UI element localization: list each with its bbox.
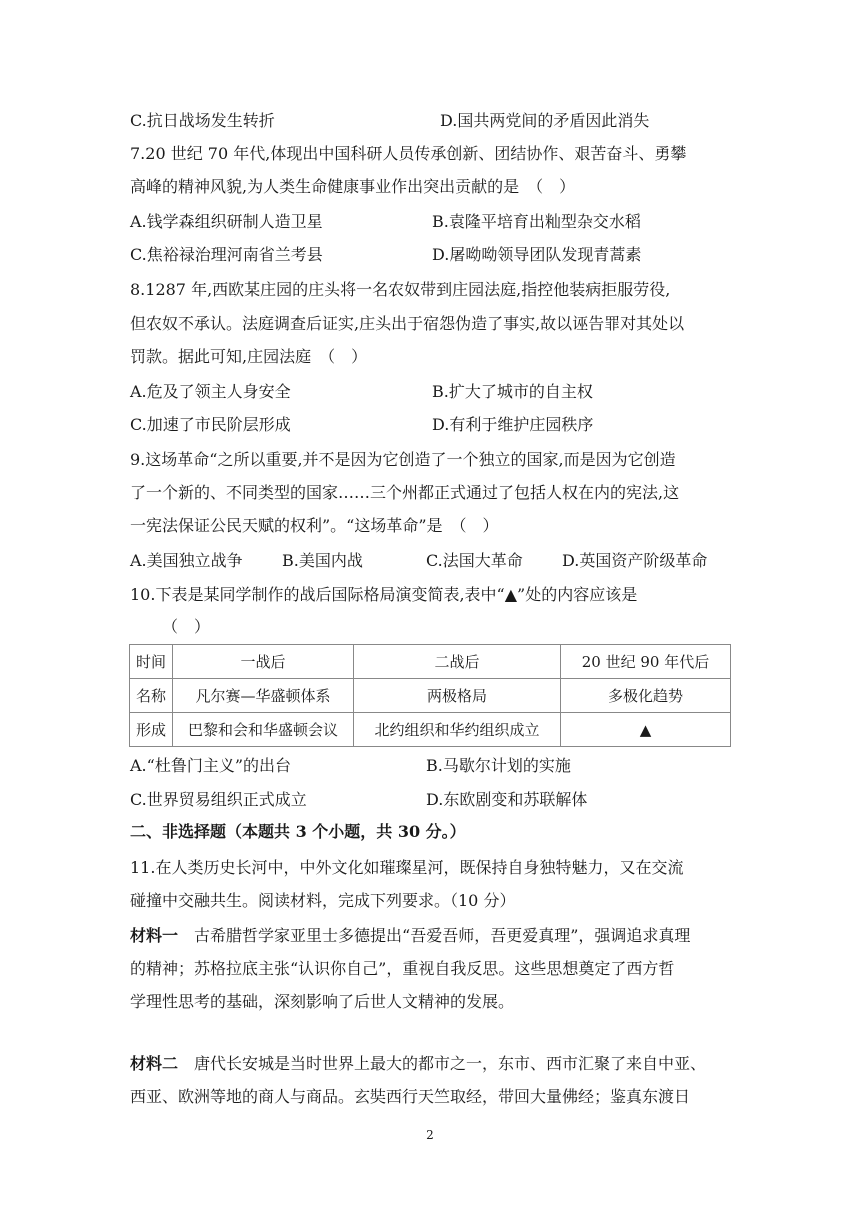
q7-option-b: B.袁隆平培育出籼型杂交水稻 <box>432 212 641 231</box>
table-cell: 北约组织和华约组织成立 <box>354 713 561 747</box>
q9-option-c: C.法国大革命 <box>426 551 523 570</box>
q8-option-b: B.扩大了城市的自主权 <box>432 382 593 401</box>
q8-options-row-1 <box>130 380 730 404</box>
q7-option-d: D.屠呦呦领导团队发现青蒿素 <box>432 245 642 264</box>
q6-option-d: D.国共两党间的矛盾因此消失 <box>440 111 650 130</box>
q7-option-c: C.焦裕禄治理河南省兰考县 <box>130 245 323 264</box>
table-cell: 20 世纪 90 年代后 <box>561 645 731 679</box>
material-1-text: 古希腊哲学家亚里士多德提出“吾爱吾师，吾更爱真理”，强调追求真理 <box>178 926 691 945</box>
q9-option-a: A.美国独立战争 <box>130 551 243 570</box>
q8-stem-line-3: 罚款。据此可知,庄园法庭 （ ） <box>130 347 368 366</box>
material-1-line-2: 的精神；苏格拉底主张“认识你自己”，重视自我反思。这些思想奠定了西方哲 <box>130 959 675 978</box>
q10-stem-line-1: 10.下表是某同学制作的战后国际格局演变简表,表中“▲”处的内容应该是 <box>130 585 638 604</box>
q8-stem-line-1: 8.1287 年,西欧某庄园的庄头将一名农奴带到庄园法庭,指控他装病拒服劳役, <box>130 280 671 299</box>
international-pattern-table <box>129 644 731 747</box>
section-heading: 二、非选择题（本题共 3 个小题，共 30 分。） <box>130 822 466 841</box>
page-number: 2 <box>426 1128 434 1142</box>
table-row <box>130 645 731 679</box>
q9-option-d: D.英国资产阶级革命 <box>562 551 708 570</box>
q10-stem-line-2: （ ） <box>162 617 211 636</box>
q8-options-row-2 <box>130 413 730 437</box>
table-row <box>130 679 731 713</box>
q9-options <box>130 549 730 573</box>
q10-options-row-1 <box>130 754 730 778</box>
q11-stem-line-1: 11.在人类历史长河中，中外文化如璀璨星河，既保持自身独特魅力，又在交流 <box>130 858 684 877</box>
q8-option-a: A.危及了领主人身安全 <box>130 382 291 401</box>
q8-stem-line-2: 但农奴不承认。法庭调查后证实,庄头出于宿怨伪造了事实,故以诬告罪对其处以 <box>130 314 685 333</box>
material-1-line-1 <box>130 924 730 948</box>
q10-option-c: C.世界贸易组织正式成立 <box>130 790 307 809</box>
q10-options-row-2 <box>130 788 730 812</box>
q8-option-d: D.有利于维护庄园秩序 <box>432 415 594 434</box>
table-cell: 巴黎和会和华盛顿会议 <box>173 713 354 747</box>
q9-stem-line-3: 一宪法保证公民天赋的权利”。“这场革命”是 （ ） <box>130 516 499 535</box>
q7-stem-line-2: 高峰的精神风貌,为人类生命健康事业作出突出贡献的是 （ ） <box>130 177 576 196</box>
q9-option-b: B.美国内战 <box>282 551 363 570</box>
table-cell: 时间 <box>130 645 173 679</box>
q7-option-a: A.钱学森组织研制人造卫星 <box>130 212 323 231</box>
q10-option-b: B.马歇尔计划的实施 <box>426 756 571 775</box>
material-2-text: 唐代长安城是当时世界上最大的都市之一，东市、西市汇聚了来自中亚、 <box>178 1054 707 1073</box>
table-cell: 两极格局 <box>354 679 561 713</box>
material-2-label: 材料二 <box>130 1054 179 1073</box>
q6-option-c: C.抗日战场发生转折 <box>130 111 275 130</box>
q9-stem-line-1: 9.这场革命“之所以重要,并不是因为它创造了一个独立的国家,而是因为它创造 <box>130 450 676 469</box>
table-cell: 凡尔赛—华盛顿体系 <box>173 679 354 713</box>
q6-options <box>130 109 730 133</box>
q11-stem-line-2: 碰撞中交融共生。阅读材料，完成下列要求。（10 分） <box>130 891 516 910</box>
q10-option-a: A.“杜鲁门主义”的出台 <box>130 756 292 775</box>
q7-stem-line-1: 7.20 世纪 70 年代,体现出中国科研人员传承创新、团结协作、艰苦奋斗、勇攀 <box>130 144 687 163</box>
table-cell: 名称 <box>130 679 173 713</box>
table-cell: 形成 <box>130 713 173 747</box>
q8-option-c: C.加速了市民阶层形成 <box>130 415 291 434</box>
q7-options-row-2 <box>130 243 730 267</box>
table-row <box>130 713 731 747</box>
material-1-line-3: 学理性思考的基础，深刻影响了后世人文精神的发展。 <box>130 992 515 1011</box>
table-cell: 一战后 <box>173 645 354 679</box>
material-2-line-1 <box>130 1052 730 1076</box>
table-cell: 多极化趋势 <box>561 679 731 713</box>
table-cell: 二战后 <box>354 645 561 679</box>
material-2-line-2: 西亚、欧洲等地的商人与商品。玄奘西行天竺取经，带回大量佛经；鉴真东渡日 <box>130 1087 691 1106</box>
q7-options-row-1 <box>130 210 730 234</box>
q10-option-d: D.东欧剧变和苏联解体 <box>426 790 588 809</box>
triangle-marker-cell: ▲ <box>561 713 731 747</box>
q9-stem-line-2: 了一个新的、不同类型的国家……三个州都正式通过了包括人权在内的宪法,这 <box>130 483 680 502</box>
material-1-label: 材料一 <box>130 926 179 945</box>
